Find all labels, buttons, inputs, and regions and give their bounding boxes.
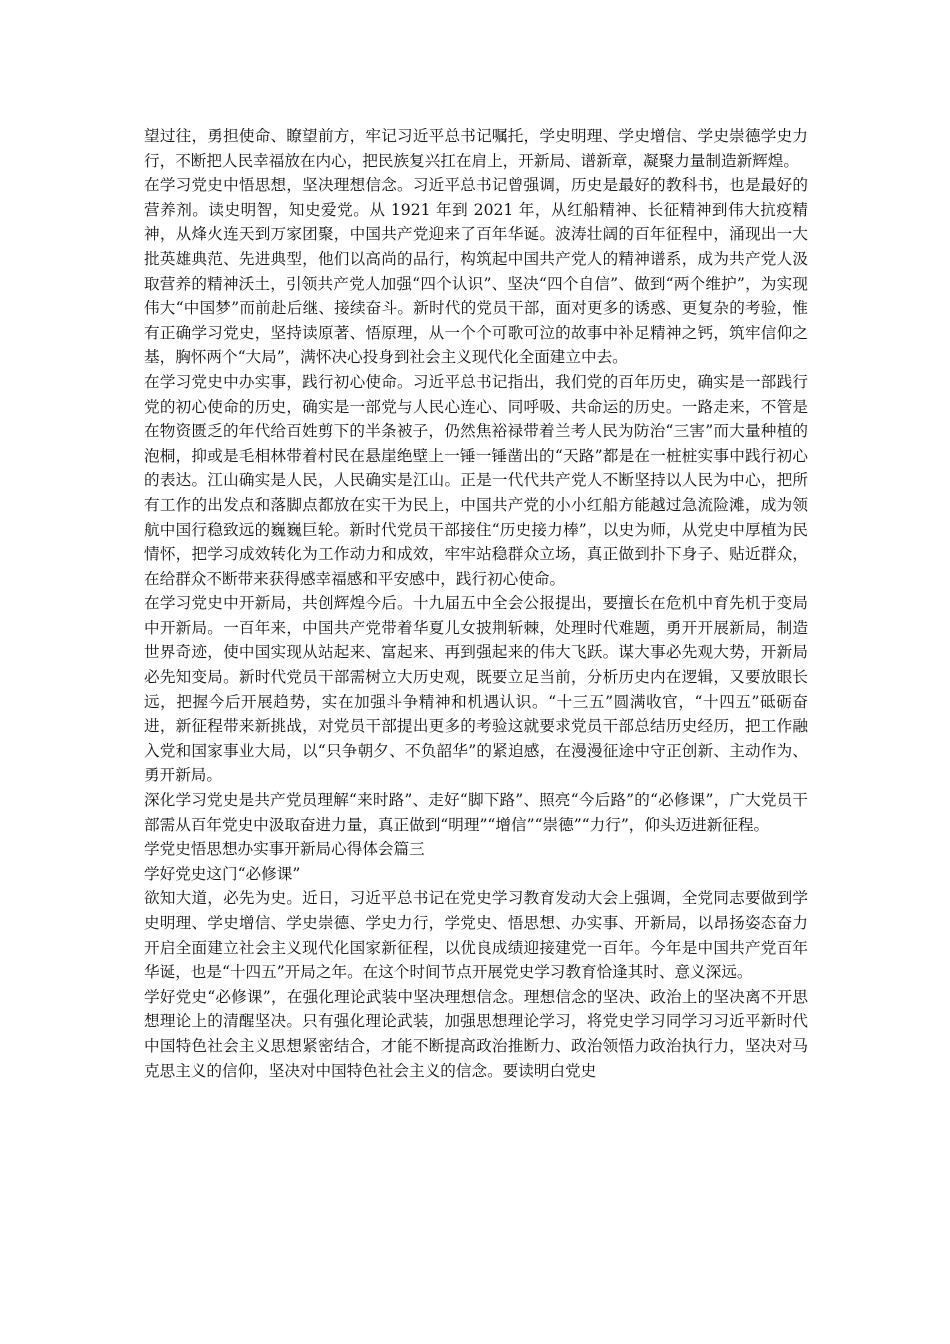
- document-body: [144, 124, 808, 1083]
- paragraph-5: 深化学习党史是共产党员理解“来时路”、走好“脚下路”、照亮“今后路”的“必修课”，广大党员干部需从百年党史中汲取奋进力量，真正做到“明理”“增信”“崇德”“力行”，仰头迈进新征程。: [144, 791, 808, 834]
- paragraph-2: 在学习党史中悟思想，坚决理想信念。习近平总书记曾强调，历史是最好的教科书，也是最好的营养剂。读史明智，知史爱党。从 1921 年到 2021 年，从红船精神、长征精神到伟大抗疫精神，从烽火连天到万家团聚，中国共产党迎来了百年华诞。波涛壮阔的百年征程中，涌现出一大批英雄典范、先进典型，他们以高尚的品行，构筑起中国共产党人的精神谱系，成为共产党人汲取营养的精神沃土，引领共产党人加强“四个认识”、坚决“四个自信”、做到“两个维护”，为实现伟大“中国梦”而前赴后继、接续奋斗。新时代的党员干部，面对更多的诱惑、更复杂的考验，惟有正确学习党史，坚持读原著、悟原理，从一个个可歌可泣的故事中补足精神之钙，筑牢信仰之基，胸怀两个“大局”，满怀决心投身到社会主义现代化全面建立中去。: [144, 176, 808, 367]
- section-heading: 学党史悟思想办实事开新局心得体会篇三: [144, 840, 425, 859]
- paragraph-3: 在学习党史中办实事，践行初心使命。习近平总书记指出，我们党的百年历史，确实是一部践行党的初心使命的历史，确实是一部党与人民心连心、同呼吸、共命运的历史。一路走来，不管是在物资匮乏的年代给百姓剪下的半条被子，仍然焦裕禄带着兰考人民为防治“三害”而大量种植的泡桐，抑或是毛相林带着村民在悬崖绝壁上一锤一锤凿出的“天路”都是在一桩桩实事中践行初心的表达。江山确实是人民，人民确实是江山。正是一代代共产党人不断坚持以人民为中心，把所有工作的出发点和落脚点都放在实干为民上，中国共产党的小小红船方能越过急流险滩，成为领航中国行稳致远的巍巍巨轮。新时代党员干部接住“历史接力棒”，以史为师，从党史中厚植为民情怀，把学习成效转化为工作动力和成效，牢牢站稳群众立场，真正做到扑下身子、贴近群众，在给群众不断带来获得感幸福感和平安感中，践行初心使命。: [144, 372, 808, 588]
- article-title: 学好党史这门“必修课”: [144, 864, 301, 883]
- paragraph-4: 在学习党史中开新局，共创辉煌今后。十九届五中全会公报提出，要擅长在危机中育先机于变局中开新局。一百年来，中国共产党带着华夏儿女披荆斩棘，处理时代难题，勇开开展新局，制造世界奇迹，使中国实现从站起来、富起来、再到强起来的伟大飞跃。谋大事必先观大势，开新局必先知变局。新时代党员干部需树立大历史观，既要立足当前，分析历史内在逻辑，又要放眼长远，把握今后开展趋势，实在加强斗争精神和机遇认识。“十三五”圆满收官，“十四五”砥砺奋进，新征程带来新挑战，对党员干部提出更多的考验这就要求党员干部总结历史经历，把工作融入党和国家事业大局，以“只争朝夕、不负韶华”的紧迫感，在漫漫征途中守正创新、主动作为、勇开新局。: [144, 594, 808, 785]
- paragraph-7: 学好党史“必修课”，在强化理论武装中坚决理想信念。理想信念的坚决、政治上的坚决离不开思想理论上的清醒坚决。只有强化理论武装，加强思想理论学习，将党史学习同学习习近平新时代中国特色社会主义思想紧密结合，才能不断提高政治推断力、政治领悟力政治执行力，坚决对马克思主义的信仰，坚决对中国特色社会主义的信念。要读明白党史: [144, 987, 808, 1080]
- paragraph-6: 欲知大道，必先为史。近日，习近平总书记在党史学习教育发动大会上强调，全党同志要做到学史明理、学史增信、学史崇德、学史力行，学党史、悟思想、办实事、开新局，以昂扬姿态奋力开启全面建立社会主义现代化国家新征程，以优良成绩迎接建党一百年。今年是中国共产党百年华诞，也是“十四五”开局之年。在这个时间节点开展党史学习教育恰逢其时、意义深远。: [144, 889, 808, 982]
- paragraph-1: 望过往，勇担使命、瞭望前方，牢记习近平总书记嘱托，学史明理、学史增信、学史崇德学史力行，不断把人民幸福放在内心，把民族复兴扛在肩上，开新局、谱新章，凝聚力量制造新辉煌。: [144, 127, 808, 170]
